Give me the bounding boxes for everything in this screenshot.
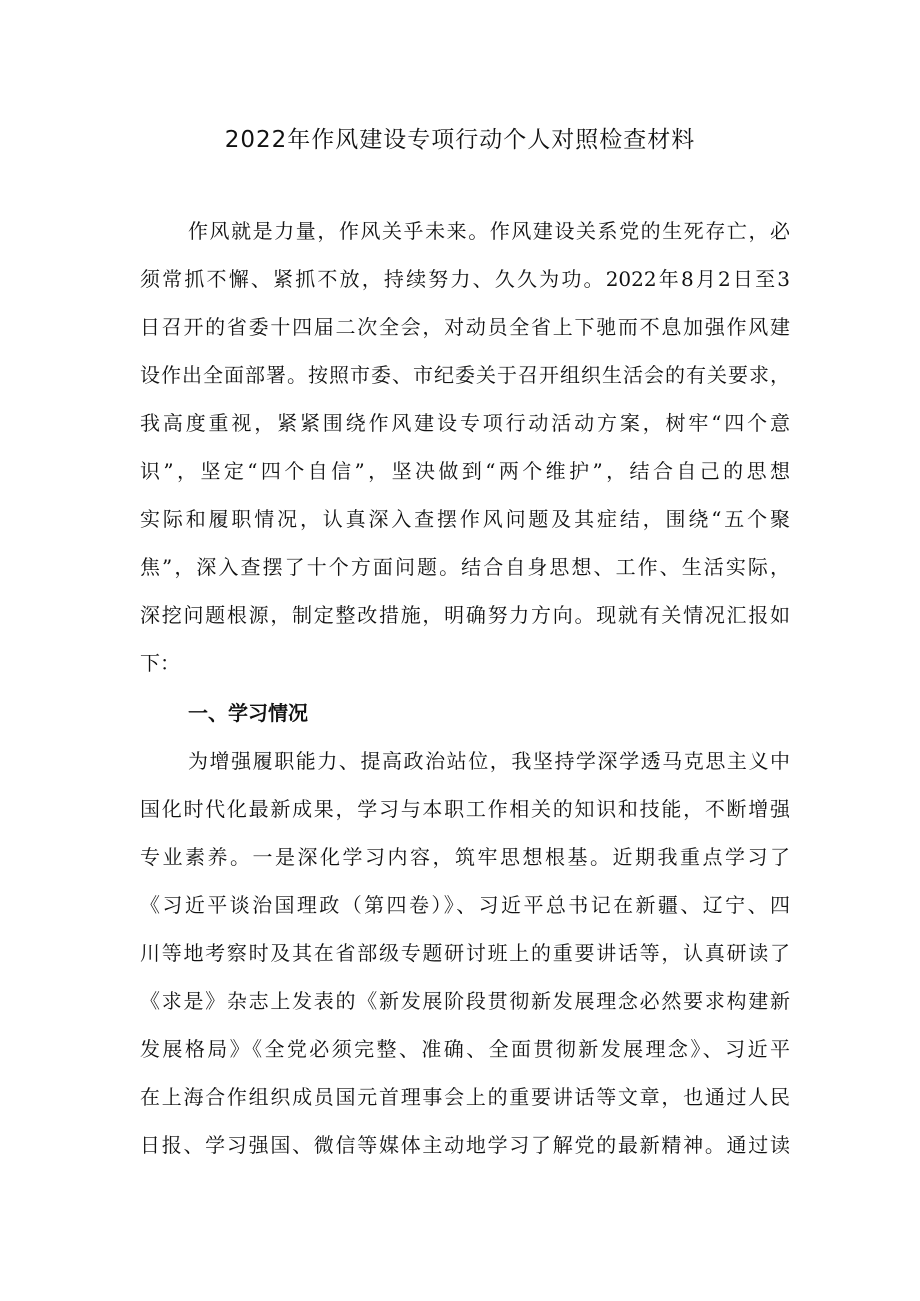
section-line: 国化时代化最新成果，学习与本职工作相关的知识和技能，不断增强	[140, 797, 790, 821]
intro-line: 深挖问题根源，制定整改措施，明确努力方向。现就有关情况汇报如	[140, 603, 790, 627]
section-line: 川等地考察时及其在省部级专题研讨班上的重要讲话等，认真研读了	[140, 941, 790, 965]
section-heading: 一、学习情况	[188, 701, 308, 725]
intro-line: 须常抓不懈、紧抓不放，持续努力、久久为功。2022年8月2日至3	[140, 267, 790, 291]
intro-line: 下：	[140, 651, 180, 675]
intro-line: 焦”，深入查摆了十个方面问题。结合自身思想、工作、生活实际，	[140, 555, 790, 579]
intro-line: 日召开的省委十四届二次全会，对动员全省上下驰而不息加强作风建	[140, 315, 790, 339]
section-line: 《求是》杂志上发表的《新发展阶段贯彻新发展理念必然要求构建新	[140, 989, 790, 1013]
section-line: 为增强履职能力、提高政治站位，我坚持学深学透马克思主义中	[188, 749, 790, 773]
section-line: 《习近平谈治国理政（第四卷）》、习近平总书记在新疆、辽宁、四	[140, 893, 790, 917]
section-line: 专业素养。一是深化学习内容，筑牢思想根基。近期我重点学习了	[140, 845, 790, 869]
intro-line: 作风就是力量，作风关乎未来。作风建设关系党的生死存亡，必	[188, 219, 790, 243]
intro-line: 我高度重视，紧紧围绕作风建设专项行动活动方案，树牢“四个意	[140, 411, 790, 435]
section-line: 在上海合作组织成员国元首理事会上的重要讲话等文章，也通过人民	[140, 1085, 790, 1109]
intro-line: 识”，坚定“四个自信”，坚决做到“两个维护”，结合自己的思想	[140, 459, 790, 483]
intro-line: 实际和履职情况，认真深入查摆作风问题及其症结，围绕“五个聚	[140, 507, 790, 531]
section-line: 发展格局》《全党必须完整、准确、全面贯彻新发展理念》、习近平	[140, 1037, 790, 1061]
intro-line: 设作出全面部署。按照市委、市纪委关于召开组织生活会的有关要求，	[140, 363, 790, 387]
document-title: 2022年作风建设专项行动个人对照检查材料	[224, 127, 696, 153]
section-line: 日报、学习强国、微信等媒体主动地学习了解党的最新精神。通过读	[140, 1133, 790, 1157]
